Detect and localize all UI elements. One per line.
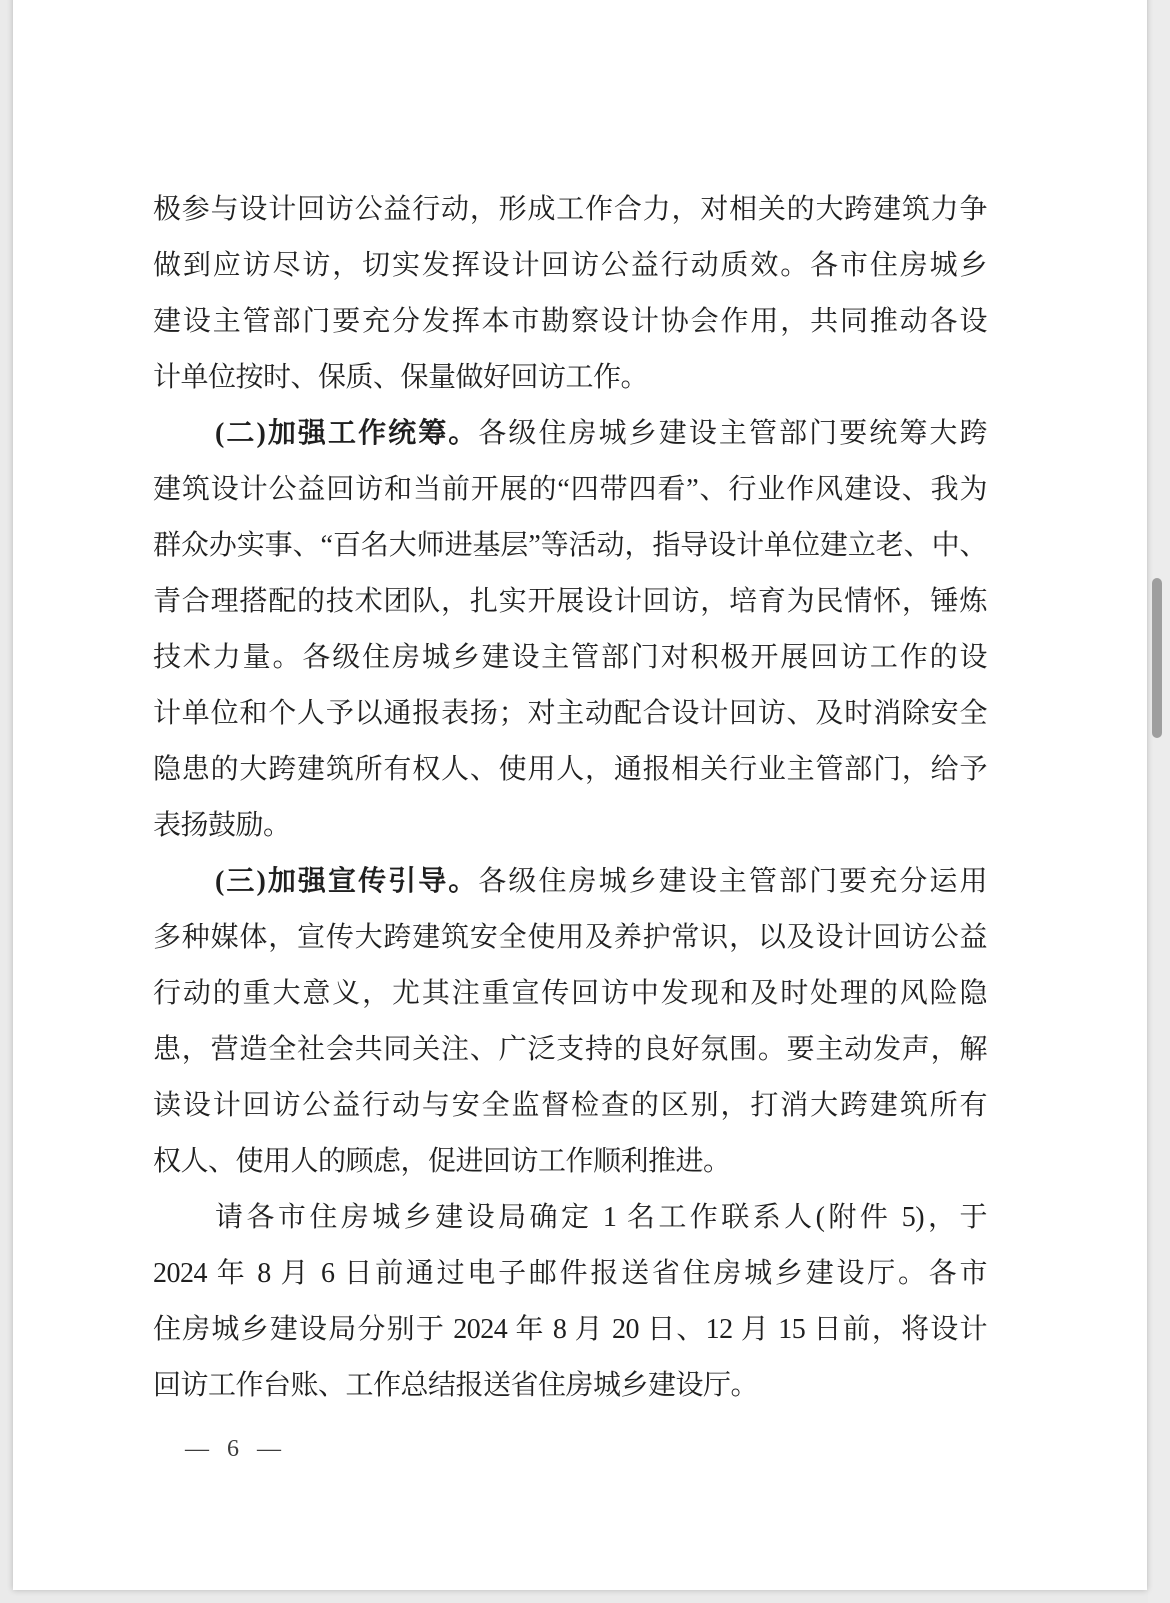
text-line: 回访工作台账、工作总结报送省住房城乡建设厅。 bbox=[153, 1370, 759, 1401]
scrollbar-thumb[interactable] bbox=[1152, 578, 1162, 738]
text-line: 计单位和个人予以通报表扬；对主动配合设计回访、及时消除安全 bbox=[153, 698, 987, 729]
page-number: — 6 — bbox=[185, 1436, 281, 1462]
document-text-block bbox=[153, 182, 987, 1414]
text-line: 建筑设计公益回访和当前开展的“四带四看”、行业作风建设、我为 bbox=[153, 474, 987, 505]
text-line: 群众办实事、“百名大师进基层”等活动，指导设计单位建立老、中、 bbox=[153, 530, 987, 561]
text-line: 建设主管部门要充分发挥本市勘察设计协会作用，共同推动各设 bbox=[153, 306, 987, 337]
text-line: 表扬鼓励。 bbox=[153, 810, 291, 841]
text-line: 计单位按时、保质、保量做好回访工作。 bbox=[153, 362, 649, 393]
text-line: 2024 年 8 月 6 日前通过电子邮件报送省住房城乡建设厅。各市 bbox=[153, 1258, 987, 1289]
text-line: 行动的重大意义，尤其注重宣传回访中发现和及时处理的风险隐 bbox=[153, 978, 987, 1009]
scrollbar-track[interactable] bbox=[1148, 0, 1170, 1603]
text-line: 做到应访尽访，切实发挥设计回访公益行动质效。各市住房城乡 bbox=[153, 250, 987, 281]
text-line: 患，营造全社会共同关注、广泛支持的良好氛围。要主动发声，解 bbox=[153, 1034, 987, 1065]
text-line: 读设计回访公益行动与安全监督检查的区别，打消大跨建筑所有 bbox=[153, 1090, 987, 1121]
text-line: 权人、使用人的顾虑，促进回访工作顺利推进。 bbox=[153, 1146, 731, 1177]
text-line: 多种媒体，宣传大跨建筑安全使用及养护常识，以及设计回访公益 bbox=[153, 922, 987, 953]
document-page bbox=[13, 0, 1147, 1590]
text-line: (三)加强宣传引导。各级住房城乡建设主管部门要充分运用 bbox=[215, 866, 987, 897]
text-line: 住房城乡建设局分别于 2024 年 8 月 20 日、12 月 15 日前，将设计 bbox=[153, 1314, 987, 1345]
text-line: 技术力量。各级住房城乡建设主管部门对积极开展回访工作的设 bbox=[153, 642, 987, 673]
text-line: (二)加强工作统筹。各级住房城乡建设主管部门要统筹大跨 bbox=[215, 418, 987, 449]
text-line: 请各市住房城乡建设局确定 1 名工作联系人(附件 5)，于 bbox=[215, 1202, 987, 1233]
text-line: 极参与设计回访公益行动，形成工作合力，对相关的大跨建筑力争 bbox=[153, 194, 987, 225]
text-line: 隐患的大跨建筑所有权人、使用人，通报相关行业主管部门，给予 bbox=[153, 754, 987, 785]
text-line: 青合理搭配的技术团队，扎实开展设计回访，培育为民情怀，锤炼 bbox=[153, 586, 987, 617]
